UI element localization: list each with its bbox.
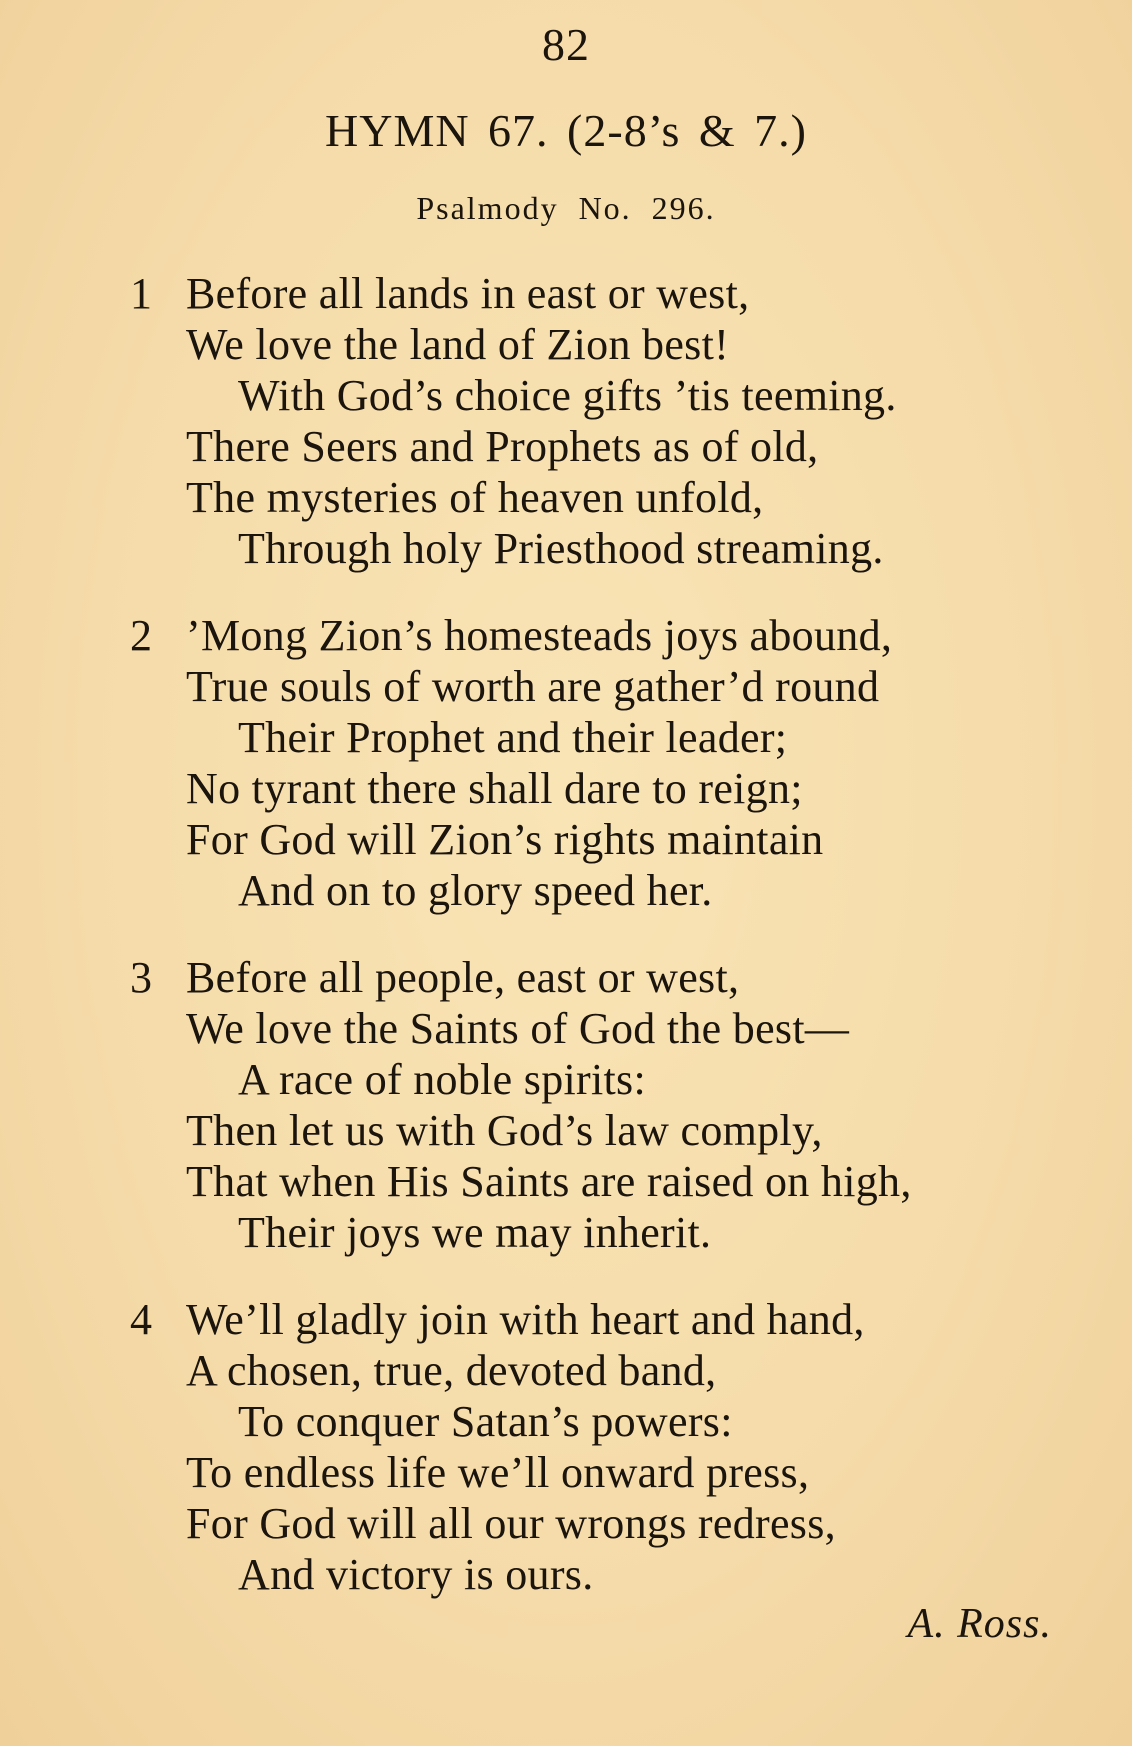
verse-line: To conquer Satan’s powers: xyxy=(238,1397,733,1446)
verse-line: No tyrant there shall dare to reign; xyxy=(186,764,803,813)
verse-line: ’Mong Zion’s homesteads joys abound, xyxy=(186,611,893,660)
verse-line: The mysteries of heaven unfold, xyxy=(186,473,764,522)
verse-number: 4 xyxy=(130,1295,152,1344)
hymn-title: HYMN 67. (2-8’s & 7.) xyxy=(325,105,807,156)
verse-line: And victory is ours. xyxy=(238,1550,594,1599)
tune-reference: Psalmody No. 296. xyxy=(416,190,716,226)
verse-line: Then let us with God’s law comply, xyxy=(186,1106,823,1155)
verse-line: We love the Saints of God the best— xyxy=(186,1004,850,1053)
verse-number: 2 xyxy=(130,611,152,660)
verse-line: With God’s choice gifts ’tis teeming. xyxy=(238,371,897,420)
verse-line: Their joys we may inherit. xyxy=(238,1208,712,1257)
verse-line: A race of noble spirits: xyxy=(238,1055,646,1104)
verse-line: Through holy Priesthood streaming. xyxy=(238,524,884,573)
verse-line: Their Prophet and their leader; xyxy=(238,713,788,762)
verse-line: Before all lands in east or west, xyxy=(186,269,750,318)
verse-line: To endless life we’ll onward press, xyxy=(186,1448,810,1497)
verse-line: True souls of worth are gather’d round xyxy=(186,662,880,711)
verse-number: 1 xyxy=(130,269,152,318)
verse-line: That when His Saints are raised on high, xyxy=(186,1157,912,1206)
verse-line: Before all people, east or west, xyxy=(186,953,740,1002)
verse-line: We’ll gladly join with heart and hand, xyxy=(186,1295,865,1344)
verse-line: For God will Zion’s rights maintain xyxy=(186,815,824,864)
verse-line: For God will all our wrongs redress, xyxy=(186,1499,836,1548)
verse-line: We love the land of Zion best! xyxy=(186,320,730,369)
verse-number: 3 xyxy=(130,953,152,1002)
verse-line: And on to glory speed her. xyxy=(238,866,713,915)
page-number: 82 xyxy=(542,19,590,70)
verse-line: There Seers and Prophets as of old, xyxy=(186,422,819,471)
verse-line: A chosen, true, devoted band, xyxy=(186,1346,717,1395)
author-attribution: A. Ross. xyxy=(907,1601,1052,1647)
